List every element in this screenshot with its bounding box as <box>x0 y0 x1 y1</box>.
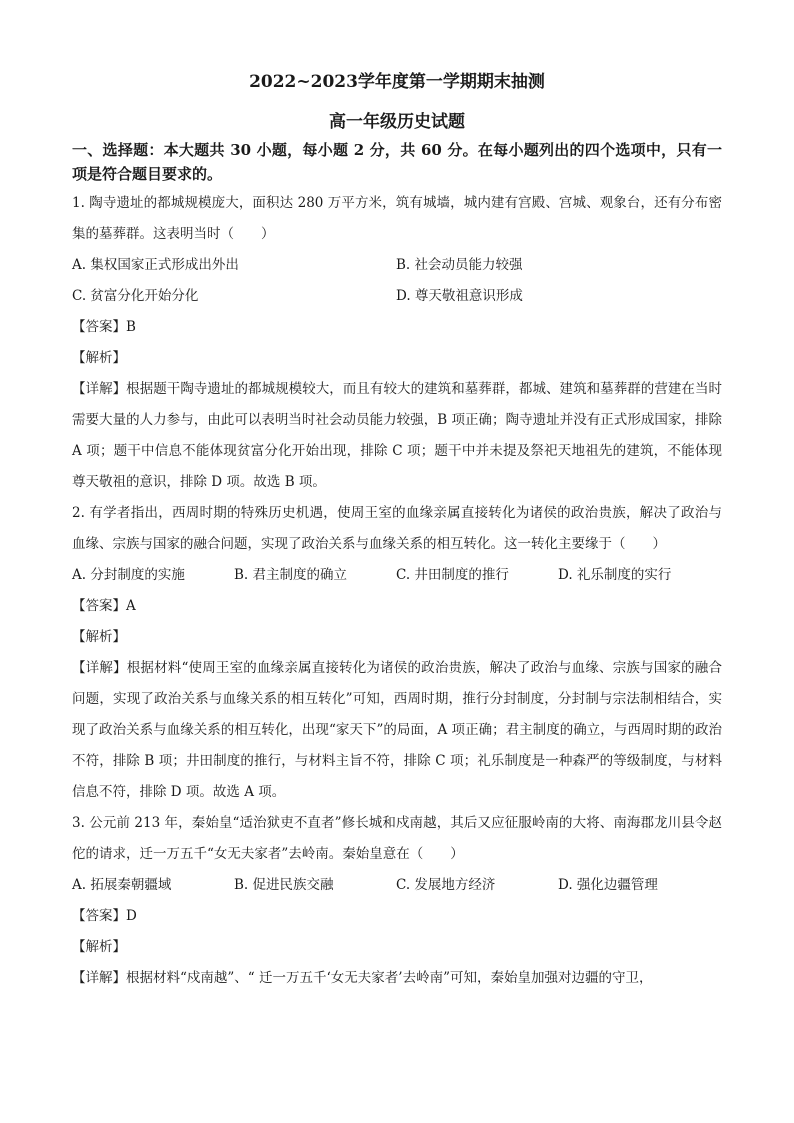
option-list <box>72 250 722 312</box>
answer-label: 【答案】B <box>72 319 136 335</box>
exam-subtitle: 高一年级历史试题 <box>329 112 465 132</box>
option-a: A. 分封制度的实施 <box>72 567 185 583</box>
document-page <box>72 70 722 994</box>
option-d: D. 强化边疆管理 <box>558 877 658 893</box>
detail-text: 【详解】根据材料“使周王室的血缘亲属直接转化为诸侯的政治贵族，解决了政治与血缘、宗族与国家的融合问题，实现了政治关系与血缘关系的相互转化”可知，西周时期，推行分封制度，分封制与宗法制相结合，实现了政治关系与血缘关系的相互转化，出现“家天下”的局面，A 项正确；君主制度的确立，与西周时期的政治不符，排除 B 项；井田制度的推行，与材料主旨不符，排除 C 项；礼乐制度是一种森严的等级制度，与材料信息不符，排除 D 项。故选 A 项。 <box>72 660 722 800</box>
analysis-label: 【解析】 <box>72 629 126 645</box>
option-c: C. 井田制度的推行 <box>396 567 509 583</box>
answer-label: 【答案】A <box>72 598 136 614</box>
analysis-label: 【解析】 <box>72 350 126 366</box>
option-b: B. 社会动员能力较强 <box>396 257 523 273</box>
question-2 <box>72 498 722 808</box>
option-list <box>72 870 722 901</box>
option-b: B. 君主制度的确立 <box>234 567 348 583</box>
option-d: D. 礼乐制度的实行 <box>558 567 672 583</box>
option-c: C. 发展地方经济 <box>396 877 496 893</box>
question-stem: 2. 有学者指出，西周时期的特殊历史机遇，使周王室的血缘亲属直接转化为诸侯的政治贵族，解决了政治与血缘、宗族与国家的融合问题，实现了政治关系与血缘关系的相互转化。这一转化主要缘于（ ） <box>72 505 722 552</box>
option-b: B. 促进民族交融 <box>234 877 334 893</box>
option-a: A. 拓展秦朝疆域 <box>72 877 172 893</box>
question-3 <box>72 808 722 994</box>
detail-text: 【详解】根据材料“戍南越”、“ 迁一万五千‘女无夫家者’去岭南”可知，秦始皇加强对边疆的守卫， <box>72 970 653 986</box>
question-stem: 3. 公元前 213 年，秦始皇“适治狱吏不直者”修长城和戍南越，其后又应征服岭南的大将、南海郡龙川县令赵佗的请求，迁一万五千“女无夫家者”去岭南。秦始皇意在（ ） <box>72 815 722 862</box>
option-c: C. 贫富分化开始分化 <box>72 288 199 304</box>
exam-title: 2022~2023学年度第一学期期末抽测 <box>249 72 545 92</box>
analysis-label: 【解析】 <box>72 939 126 955</box>
option-list <box>72 560 722 591</box>
option-d: D. 尊天敬祖意识形成 <box>396 288 523 304</box>
section-heading: 一、选择题：本大题共 30 小题，每小题 2 分，共 60 分。在每小题列出的四个选项中，只有一项是符合题目要求的。 <box>72 141 722 183</box>
answer-label: 【答案】D <box>72 908 137 924</box>
question-1 <box>72 188 722 498</box>
detail-text: 【详解】根据题干陶寺遗址的都城规模较大，而且有较大的建筑和墓葬群，都城、建筑和墓葬群的营建在当时需要大量的人力参与，由此可以表明当时社会动员能力较强，B 项正确；陶寺遗址并没有正式形成国家，排除 A 项；题干中信息不能体现贫富分化开始出现，排除 C 项；题干中并未提及祭祀天地祖先的建筑，不能体现尊天敬祖的意识，排除 D 项。故选 B 项。 <box>72 381 722 490</box>
option-a: A. 集权国家正式形成出外出 <box>72 257 239 273</box>
question-stem: 1. 陶寺遗址的都城规模庞大，面积达 280 万平方米，筑有城墙，城内建有宫殿、宫城、观象台，还有分布密集的墓葬群。这表明当时（ ） <box>72 195 722 242</box>
